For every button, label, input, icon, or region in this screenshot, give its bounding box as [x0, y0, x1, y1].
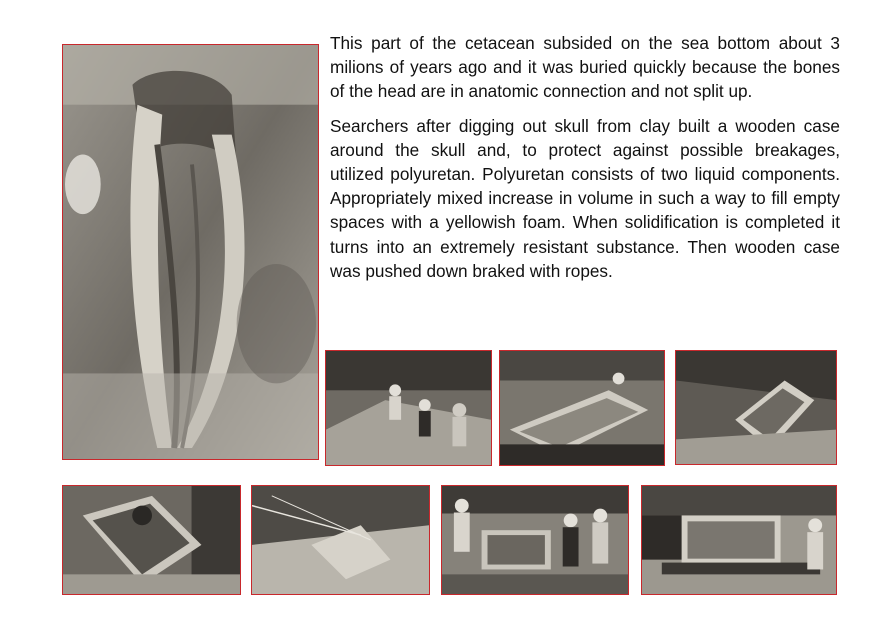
- photo-crowd-loading: [441, 485, 629, 595]
- photo-case-tilted: [62, 485, 241, 595]
- photo-whale-skull-excavation: [62, 44, 319, 460]
- photo-case-ropes: [251, 485, 430, 595]
- photo-case-on-truck: [641, 485, 837, 595]
- paragraph-2: Searchers after digging out skull from clay built a wooden case around the skull and, to protect against possible breakages, utilized polyuretan. Polyuretan consists of two liquid components. Appropriately mixed increase in volume in such a way to fill empty spaces with a yellowish foam. When solidification is completed it turns into an extremely resistant substance. Then wooden case was pushed down braked with ropes.: [330, 115, 840, 281]
- photo-workers-digging: [325, 350, 492, 466]
- photo-case-in-pit: [675, 350, 837, 465]
- photo-skull-wooden-case: [499, 350, 665, 466]
- article-text: [330, 31, 840, 293]
- paragraph-1: This part of the cetacean subsided on the sea bottom about 3 milions of years ago and it was buried quickly because the bones of the head are in anatomic connection and not split up.: [330, 33, 840, 102]
